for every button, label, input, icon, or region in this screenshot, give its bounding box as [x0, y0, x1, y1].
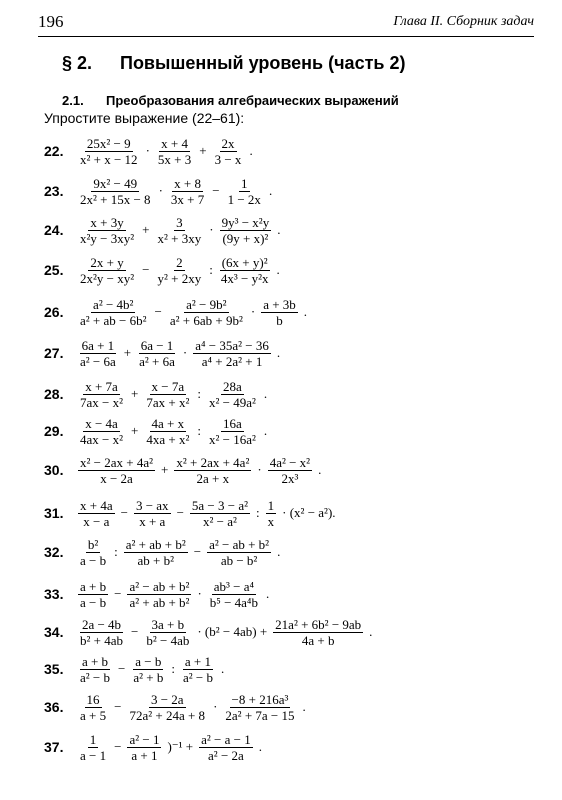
- problem-30: [44, 453, 325, 487]
- operator: −: [120, 505, 128, 520]
- fraction: [261, 298, 298, 327]
- numerator: a² − 9b²: [186, 296, 227, 312]
- numerator: a² − 4b²: [93, 296, 134, 312]
- expression: [76, 456, 325, 485]
- numerator: 1: [89, 731, 97, 747]
- numerator: 6a − 1: [140, 337, 174, 353]
- fraction: [78, 538, 108, 567]
- operator: :: [209, 262, 213, 277]
- fraction: [155, 256, 203, 285]
- problem-36: [44, 690, 310, 724]
- operator: :: [114, 544, 118, 559]
- problem-number: 25.: [44, 262, 64, 278]
- expression: [76, 380, 271, 409]
- fraction: [78, 733, 108, 762]
- expression-tail: .: [263, 423, 268, 438]
- fraction: [127, 580, 191, 609]
- fraction: [78, 256, 136, 285]
- operator: +: [131, 386, 139, 401]
- operator: :: [256, 505, 260, 520]
- operator: −: [193, 544, 202, 559]
- section-heading: [62, 53, 405, 74]
- operator: · (b² − 4ab) +: [197, 624, 268, 639]
- problem-number: 29.: [44, 423, 64, 439]
- denominator: 72a² + 24a + 8: [129, 707, 206, 723]
- problem-35: [44, 652, 228, 686]
- expression-tail: .: [318, 462, 322, 477]
- problem-31: [44, 496, 340, 530]
- denominator: a² − 6a: [80, 353, 116, 369]
- numerator: 9x² − 49: [93, 175, 138, 191]
- denominator: x: [267, 513, 275, 529]
- operator: ·: [250, 304, 256, 319]
- numerator: 3 − 2a: [150, 691, 184, 707]
- denominator: x² + 3xy: [157, 230, 202, 246]
- numerator: 6a + 1: [81, 337, 115, 353]
- problem-22: [44, 134, 257, 168]
- section-title: Повышенный уровень (часть 2): [120, 53, 406, 73]
- subsection-title: Преобразования алгебраических выражений: [106, 93, 399, 108]
- numerator: x + 8: [174, 175, 201, 191]
- operator: :: [171, 661, 175, 676]
- problem-number: 35.: [44, 661, 64, 677]
- numerator: a² − a − 1: [201, 731, 251, 747]
- fraction: [78, 298, 149, 327]
- fraction: [199, 733, 253, 762]
- denominator: a² − b: [182, 669, 213, 685]
- fraction: [78, 655, 112, 684]
- denominator: a + 1: [131, 747, 158, 763]
- denominator: a² + ab − 6b²: [80, 312, 147, 328]
- numerator: a + b: [80, 578, 107, 594]
- fraction: [207, 538, 271, 567]
- operator: ·: [145, 143, 150, 158]
- numerator: −8 + 216a³: [231, 691, 289, 707]
- chapter-title: Глава II. Сборник задач: [393, 14, 534, 29]
- expression-tail: .: [303, 304, 308, 319]
- denominator: x² − a²: [203, 513, 237, 529]
- fraction: [78, 618, 125, 647]
- expression: [76, 177, 276, 206]
- operator: +: [199, 143, 207, 158]
- expression: [76, 693, 310, 722]
- denominator: y² + 2xy: [157, 270, 202, 286]
- denominator: 2a + x: [196, 470, 230, 486]
- numerator: x + 7a: [85, 378, 118, 394]
- numerator: 2: [176, 254, 183, 270]
- running-header: [38, 8, 534, 34]
- denominator: 2x³: [281, 470, 299, 486]
- expression: [76, 499, 340, 528]
- expression: [76, 655, 228, 684]
- numerator: x − 7a: [151, 378, 185, 394]
- fraction: [207, 380, 258, 409]
- expression: [76, 580, 273, 609]
- numerator: 21a² + 6b² − 9ab: [275, 616, 362, 632]
- fraction: [268, 456, 312, 485]
- denominator: 2x² + 15x − 8: [80, 191, 151, 207]
- expression-tail: .: [302, 699, 306, 714]
- operator: −: [212, 183, 220, 198]
- operator: −: [154, 304, 162, 319]
- numerator: 2a − 4b: [81, 616, 122, 632]
- expression: [76, 256, 284, 285]
- numerator: a + 1: [184, 653, 212, 669]
- problem-number: 26.: [44, 304, 64, 320]
- numerator: 3 − ax: [135, 497, 169, 513]
- operator: ·: [257, 462, 262, 477]
- denominator: 1 − 2x: [227, 191, 261, 207]
- denominator: a + 5: [80, 707, 107, 723]
- expression-tail: .: [277, 544, 281, 559]
- problem-number: 33.: [44, 586, 64, 602]
- denominator: a² + b: [133, 669, 164, 685]
- fraction: [78, 380, 125, 409]
- denominator: 4ax − x²: [80, 431, 123, 447]
- operator: −: [114, 739, 122, 754]
- problem-number: 30.: [44, 462, 64, 478]
- problem-37: [44, 730, 266, 764]
- denominator: b² + 4ab: [80, 632, 123, 648]
- fraction: [219, 256, 271, 285]
- denominator: a − b: [80, 594, 107, 610]
- operator: ·: [182, 345, 188, 360]
- expression-tail: .: [277, 222, 281, 237]
- problem-29: [44, 414, 271, 448]
- instruction-text: Упростите выражение (22–61):: [44, 110, 245, 126]
- fraction: [208, 580, 260, 609]
- denominator: a² + ab + b²: [129, 594, 190, 610]
- operator: ·: [158, 183, 163, 198]
- expression-tail: .: [268, 183, 273, 198]
- expression-tail: .: [249, 143, 253, 158]
- operator: ·: [209, 222, 214, 237]
- numerator: a + 3b: [263, 296, 296, 312]
- fraction: [127, 733, 161, 762]
- denominator: a − b: [80, 552, 107, 568]
- numerator: a² − ab + b²: [209, 536, 270, 552]
- denominator: x² − 16a²: [208, 431, 256, 447]
- fraction: [78, 339, 118, 368]
- denominator: 7ax + x²: [146, 394, 190, 410]
- fraction: [78, 499, 115, 528]
- numerator: 28a: [223, 378, 242, 394]
- problem-number: 24.: [44, 222, 64, 238]
- numerator: x + 3y: [90, 214, 124, 230]
- expression: [76, 733, 266, 762]
- expression: [76, 216, 284, 245]
- operator: ·: [213, 699, 218, 714]
- numerator: x + 4: [161, 135, 188, 151]
- numerator: 2x: [221, 135, 235, 151]
- numerator: 9y³ − x²y: [221, 214, 270, 230]
- fraction: [124, 538, 188, 567]
- fraction: [78, 580, 108, 609]
- problem-number: 37.: [44, 739, 64, 755]
- numerator: b²: [87, 536, 99, 552]
- expression: [76, 417, 271, 446]
- denominator: 3x + 7: [170, 191, 205, 207]
- fraction: [181, 655, 215, 684]
- denominator: 2a² + 7a − 15: [225, 707, 295, 723]
- fraction: [144, 417, 191, 446]
- problem-number: 34.: [44, 624, 64, 640]
- denominator: ab − b²: [220, 552, 258, 568]
- expression-tail: .: [276, 262, 280, 277]
- numerator: 3a + b: [151, 616, 185, 632]
- numerator: a − b: [135, 653, 162, 669]
- problem-27: [44, 336, 284, 370]
- operator: −: [114, 586, 122, 601]
- fraction: [144, 380, 191, 409]
- fraction: [226, 177, 263, 206]
- operator: +: [123, 345, 132, 360]
- numerator: 16a: [223, 415, 242, 431]
- denominator: x²y − 3xy²: [80, 230, 135, 246]
- fraction: [78, 693, 108, 722]
- fraction: [134, 499, 171, 528]
- numerator: 16: [86, 691, 100, 707]
- numerator: a² − ab + b²: [129, 578, 190, 594]
- expression-tail: .: [258, 739, 262, 754]
- numerator: 1: [241, 175, 248, 191]
- expression-tail: .: [369, 624, 373, 639]
- operator: −: [114, 699, 122, 714]
- expression: [76, 137, 257, 166]
- numerator: 1: [267, 497, 275, 513]
- fraction: [220, 216, 272, 245]
- operator: −: [176, 505, 184, 520]
- subsection-heading: [62, 93, 399, 108]
- operator: :: [197, 423, 201, 438]
- operator: )⁻¹ +: [167, 739, 194, 754]
- problem-number: 23.: [44, 183, 64, 199]
- denominator: a² + 6ab + 9b²: [169, 312, 243, 328]
- fraction: [223, 693, 296, 722]
- problem-number: 27.: [44, 345, 64, 361]
- operator: −: [142, 262, 150, 277]
- fraction: [266, 499, 277, 528]
- fraction: [273, 618, 363, 647]
- fraction: [78, 137, 140, 166]
- problem-number: 22.: [44, 143, 64, 159]
- numerator: 5a − 3 − a²: [191, 497, 249, 513]
- expression: [76, 618, 376, 647]
- fraction: [144, 618, 191, 647]
- fraction: [156, 137, 193, 166]
- operator: +: [161, 462, 169, 477]
- denominator: x − 2a: [100, 470, 133, 486]
- problem-number: 31.: [44, 505, 64, 521]
- operator: ·: [197, 586, 202, 601]
- problem-number: 36.: [44, 699, 64, 715]
- fraction: [174, 456, 251, 485]
- numerator: a⁴ − 35a² − 36: [195, 337, 269, 353]
- expression-tail: .: [263, 386, 268, 401]
- problem-32: [44, 535, 284, 569]
- denominator: a − 1: [80, 747, 107, 763]
- problem-number: 32.: [44, 544, 64, 560]
- denominator: x − a: [83, 513, 110, 529]
- numerator: x² − 2ax + 4a²: [80, 454, 153, 470]
- denominator: 5x + 3: [157, 151, 192, 167]
- fraction: [168, 298, 245, 327]
- denominator: b: [276, 312, 283, 328]
- denominator: 4x³ − y²x: [220, 270, 269, 286]
- denominator: 4a + b: [301, 632, 335, 648]
- numerator: x + 4a: [80, 497, 113, 513]
- problem-34: [44, 615, 376, 649]
- numerator: 3: [176, 214, 183, 230]
- problem-25: [44, 253, 284, 287]
- expression-tail: .: [265, 586, 270, 601]
- numerator: 4a² − x²: [269, 454, 311, 470]
- problem-23: [44, 174, 276, 208]
- numerator: a² − 1: [129, 731, 160, 747]
- denominator: ab + b²: [137, 552, 174, 568]
- denominator: a⁴ + 2a² + 1: [201, 353, 263, 369]
- expression-tail: .: [220, 661, 225, 676]
- operator: −: [131, 624, 139, 639]
- fraction: [78, 177, 153, 206]
- problem-24: [44, 213, 284, 247]
- expression-tail: · (x² − a²).: [282, 505, 336, 520]
- subsection-number: 2.1.: [62, 93, 84, 108]
- numerator: a + b: [81, 653, 109, 669]
- denominator: x² + x − 12: [80, 151, 138, 167]
- denominator: b⁵ − 4a⁴b: [209, 594, 258, 610]
- fraction: [193, 339, 271, 368]
- numerator: 4a + x: [151, 415, 185, 431]
- fraction: [78, 417, 125, 446]
- fraction: [155, 216, 203, 245]
- page-number: 196: [38, 12, 64, 31]
- denominator: b² − 4ab: [146, 632, 190, 648]
- denominator: 7ax − x²: [80, 394, 123, 410]
- denominator: a² − 2a: [208, 747, 244, 763]
- fraction: [131, 655, 165, 684]
- fraction: [78, 456, 155, 485]
- fraction: [137, 339, 177, 368]
- expression: [76, 538, 284, 567]
- operator: +: [142, 222, 150, 237]
- problem-number: 28.: [44, 386, 64, 402]
- numerator: x − 4a: [85, 415, 118, 431]
- numerator: ab³ − a⁴: [213, 578, 255, 594]
- numerator: (6x + y)²: [221, 254, 268, 270]
- denominator: 3 − x: [214, 151, 242, 167]
- denominator: x + a: [139, 513, 166, 529]
- fraction: [190, 499, 250, 528]
- denominator: (9y + x)²: [222, 230, 269, 246]
- header-rule: [38, 36, 534, 37]
- denominator: 4xa + x²: [146, 431, 190, 447]
- fraction: [78, 216, 136, 245]
- problem-28: [44, 377, 271, 411]
- operator: +: [131, 423, 139, 438]
- numerator: 2x + y: [90, 254, 124, 270]
- expression: [76, 339, 284, 368]
- problem-26: [44, 295, 311, 329]
- numerator: 25x² − 9: [86, 135, 131, 151]
- fraction: [127, 693, 207, 722]
- numerator: x² + 2ax + 4a²: [176, 454, 250, 470]
- fraction: [169, 177, 206, 206]
- fraction: [207, 417, 258, 446]
- operator: :: [197, 386, 201, 401]
- expression-tail: .: [276, 345, 281, 360]
- operator: −: [118, 661, 126, 676]
- denominator: 2x²y − xy²: [80, 270, 135, 286]
- expression: [76, 298, 311, 327]
- denominator: x² − 49a²: [208, 394, 256, 410]
- denominator: a² + 6a: [139, 353, 175, 369]
- denominator: a² − b: [80, 669, 110, 685]
- fraction: [213, 137, 244, 166]
- problem-33: [44, 577, 273, 611]
- numerator: a² + ab + b²: [125, 536, 186, 552]
- section-number: § 2.: [62, 53, 93, 73]
